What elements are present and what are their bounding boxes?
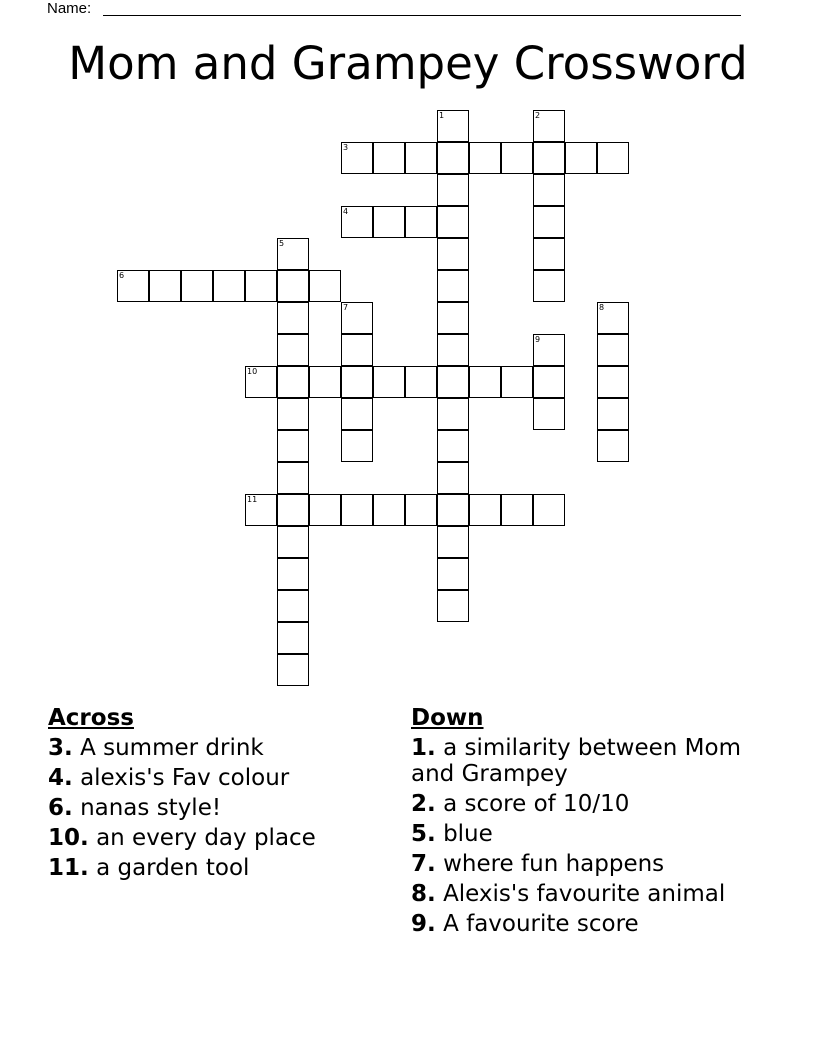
cell-number: 1	[439, 111, 445, 120]
crossword-cell[interactable]	[533, 366, 565, 398]
crossword-cell[interactable]	[277, 462, 309, 494]
crossword-cell[interactable]	[565, 142, 597, 174]
crossword-cell[interactable]	[277, 590, 309, 622]
crossword-cell[interactable]	[309, 494, 341, 526]
down-clue	[411, 881, 791, 907]
crossword-cell[interactable]	[277, 654, 309, 686]
down-clue	[411, 911, 791, 937]
crossword-cell[interactable]	[437, 302, 469, 334]
crossword-cell[interactable]	[437, 270, 469, 302]
crossword-cell[interactable]	[277, 526, 309, 558]
crossword-cell[interactable]	[341, 142, 373, 174]
crossword-cell[interactable]	[277, 366, 309, 398]
cell-number: 2	[535, 111, 541, 120]
crossword-cell[interactable]	[597, 398, 629, 430]
crossword-cell[interactable]	[437, 334, 469, 366]
clue-number: 2.	[411, 791, 436, 817]
clue-text: Alexis's favourite animal	[443, 881, 726, 907]
crossword-cell[interactable]	[597, 430, 629, 462]
across-clue	[48, 825, 393, 851]
crossword-cell[interactable]	[501, 366, 533, 398]
crossword-cell[interactable]	[277, 622, 309, 654]
crossword-cell[interactable]	[437, 494, 469, 526]
crossword-cell[interactable]	[437, 174, 469, 206]
crossword-cell[interactable]	[597, 142, 629, 174]
clue-text: a garden tool	[96, 855, 250, 881]
clue-number: 10.	[48, 825, 89, 851]
clue-text: nanas style!	[80, 795, 222, 821]
crossword-cell[interactable]	[341, 366, 373, 398]
cell-number: 6	[119, 271, 125, 280]
down-clue	[411, 735, 791, 787]
crossword-cell[interactable]	[277, 238, 309, 270]
crossword-cell[interactable]	[277, 334, 309, 366]
crossword-cell[interactable]	[341, 430, 373, 462]
crossword-cell[interactable]	[469, 142, 501, 174]
crossword-cell[interactable]	[277, 430, 309, 462]
crossword-cell[interactable]	[245, 494, 277, 526]
crossword-cell[interactable]	[469, 494, 501, 526]
clue-text: where fun happens	[443, 851, 665, 877]
crossword-cell[interactable]	[437, 366, 469, 398]
clue-number: 11.	[48, 855, 89, 881]
crossword-cell[interactable]	[213, 270, 245, 302]
crossword-cell[interactable]	[117, 270, 149, 302]
crossword-cell[interactable]	[437, 462, 469, 494]
crossword-cell[interactable]	[373, 206, 405, 238]
crossword-cell[interactable]	[597, 366, 629, 398]
crossword-cell[interactable]	[277, 494, 309, 526]
down-heading: Down	[411, 705, 484, 731]
clue-text: alexis's Fav colour	[80, 765, 290, 791]
crossword-cell[interactable]	[533, 142, 565, 174]
crossword-cell[interactable]	[597, 302, 629, 334]
clue-text: a similarity between Mom and Grampey	[411, 735, 741, 787]
clue-number: 5.	[411, 821, 436, 847]
crossword-cell[interactable]	[437, 558, 469, 590]
crossword-cell[interactable]	[501, 494, 533, 526]
cell-number: 7	[343, 303, 349, 312]
crossword-cell[interactable]	[405, 206, 437, 238]
down-clue	[411, 791, 791, 817]
crossword-cell[interactable]	[245, 270, 277, 302]
crossword-cell[interactable]	[373, 142, 405, 174]
down-clue	[411, 851, 791, 877]
crossword-cell[interactable]	[245, 366, 277, 398]
crossword-cell[interactable]	[533, 206, 565, 238]
crossword-cell[interactable]	[533, 270, 565, 302]
crossword-cell[interactable]	[341, 206, 373, 238]
clue-text: A favourite score	[443, 911, 639, 937]
clue-number: 3.	[48, 735, 73, 761]
crossword-cell[interactable]	[149, 270, 181, 302]
crossword-cell[interactable]	[437, 238, 469, 270]
clue-text: A summer drink	[80, 735, 264, 761]
crossword-cell[interactable]	[309, 366, 341, 398]
cell-number: 9	[535, 335, 541, 344]
across-clue	[48, 795, 393, 821]
page-title: Mom and Grampey Crossword	[68, 37, 748, 90]
crossword-cell[interactable]	[373, 366, 405, 398]
cell-number: 11	[247, 495, 258, 504]
cell-number: 3	[343, 143, 349, 152]
clue-number: 1.	[411, 735, 436, 761]
clue-text: a score of 10/10	[443, 791, 630, 817]
cell-number: 8	[599, 303, 605, 312]
crossword-cell[interactable]	[533, 334, 565, 366]
crossword-cell[interactable]	[341, 398, 373, 430]
cell-number: 5	[279, 239, 285, 248]
crossword-cell[interactable]	[597, 334, 629, 366]
crossword-cell[interactable]	[405, 366, 437, 398]
cell-number: 4	[343, 207, 349, 216]
across-heading: Across	[48, 705, 134, 731]
crossword-cell[interactable]	[405, 142, 437, 174]
across-clue	[48, 735, 393, 761]
down-clue	[411, 821, 791, 847]
crossword-cell[interactable]	[277, 302, 309, 334]
crossword-cell[interactable]	[533, 398, 565, 430]
crossword-cell[interactable]	[437, 590, 469, 622]
crossword-cell[interactable]	[437, 398, 469, 430]
crossword-cell[interactable]	[437, 110, 469, 142]
crossword-cell[interactable]	[405, 494, 437, 526]
across-clue	[48, 765, 393, 791]
crossword-cell[interactable]	[437, 526, 469, 558]
crossword-cell[interactable]	[277, 270, 309, 302]
crossword-cell[interactable]	[469, 366, 501, 398]
crossword-cell[interactable]	[341, 494, 373, 526]
crossword-cell[interactable]	[277, 558, 309, 590]
clue-text: blue	[443, 821, 493, 847]
crossword-cell[interactable]	[341, 302, 373, 334]
down-clues	[411, 703, 791, 941]
across-clues	[48, 703, 393, 885]
crossword-cell[interactable]	[181, 270, 213, 302]
crossword-cell[interactable]	[533, 238, 565, 270]
crossword-cell[interactable]	[437, 206, 469, 238]
clue-number: 4.	[48, 765, 73, 791]
clue-text: an every day place	[96, 825, 316, 851]
clue-number: 8.	[411, 881, 436, 907]
cell-number: 10	[247, 367, 258, 376]
across-clue	[48, 855, 393, 881]
name-label: Name:	[47, 0, 92, 17]
crossword-cell[interactable]	[437, 430, 469, 462]
crossword-cell[interactable]	[533, 110, 565, 142]
crossword-cell[interactable]	[437, 142, 469, 174]
clue-number: 6.	[48, 795, 73, 821]
clue-number: 9.	[411, 911, 436, 937]
crossword-cell[interactable]	[277, 398, 309, 430]
crossword-cell[interactable]	[373, 494, 405, 526]
crossword-cell[interactable]	[309, 270, 341, 302]
crossword-cell[interactable]	[533, 494, 565, 526]
crossword-cell[interactable]	[501, 142, 533, 174]
crossword-cell[interactable]	[341, 334, 373, 366]
clue-number: 7.	[411, 851, 436, 877]
crossword-cell[interactable]	[533, 174, 565, 206]
